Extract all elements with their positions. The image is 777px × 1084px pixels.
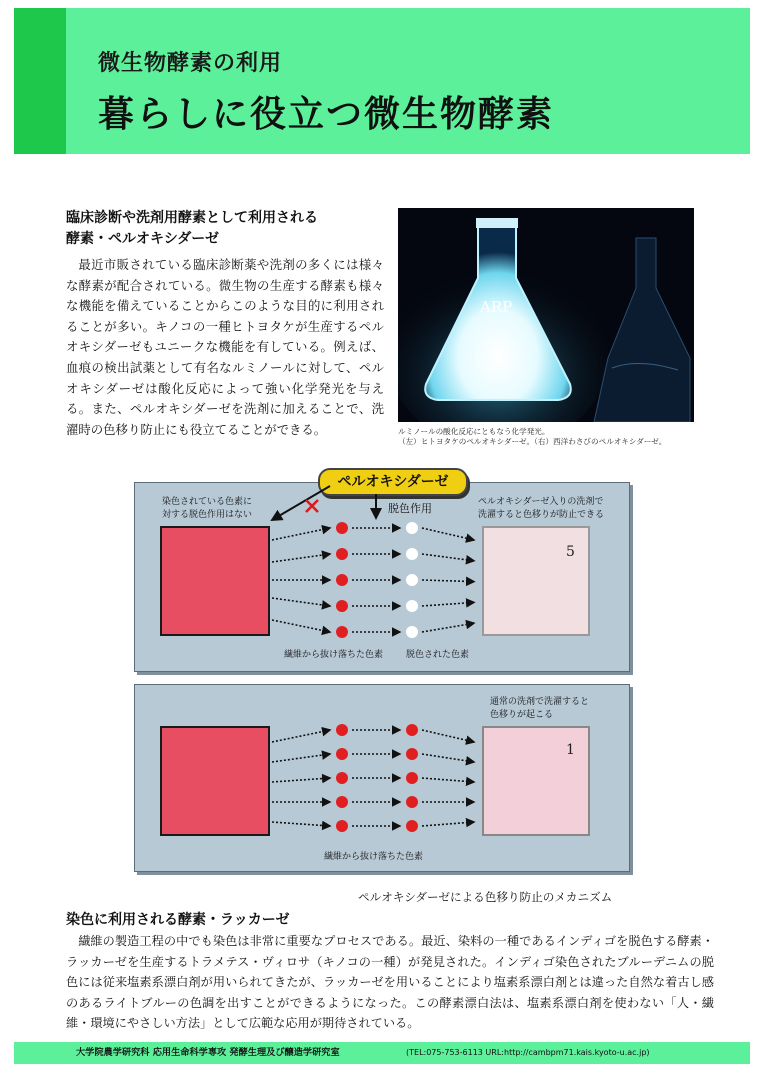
released-dye-label: 繊維から抜け落ちた色素: [284, 650, 384, 660]
clean-white-fabric: [482, 526, 590, 636]
footer-contact: (TEL:075-753-6113 URL:http://cambpm71.kais.kyoto-u.ac.jp): [406, 1048, 650, 1057]
page-title: 暮らしに役立つ微生物酵素: [98, 94, 555, 135]
transfer-occurs-label-2: 色移りが起こる: [490, 710, 554, 720]
flask-illustration: [398, 208, 694, 422]
decolored-dye-label: 脱色された色素: [406, 650, 470, 660]
stained-pink-fabric: [482, 726, 590, 836]
transfer-prevented-label-2: 洗濯すると色移りが防止できる: [478, 510, 605, 520]
photo-caption-line1: ルミノールの酸化反応にともなう化学発光。: [398, 427, 550, 436]
section1-body: 最近市販されている臨床診断薬や洗剤の多くには様々な酵素が配合されている。微生物の生産する酵素も様々な機能を備えていることからこのような目的に利用されることが多い。キノコの一種ヒトヨタケが生産するペルオキシダーゼもユニークな機能を有している。例えば、血痕の検出試薬として有名なルミノールに対して、ペルオキシダーゼは酸化反応によって強い化学発光を与える。また、ペルオキシダーゼを洗剤に加えることで、洗濯時の色移り防止にも役立てることができる。: [66, 257, 384, 437]
section1-heading-line1: 臨床診断や洗剤用酵素として利用される: [66, 210, 318, 226]
transfer-occurs-label-1: 通常の洗剤で洗濯すると: [490, 697, 590, 707]
header-accent-bar: [14, 8, 66, 154]
section2-heading: 染色に利用される酵素・ラッカーゼ: [66, 912, 290, 928]
section1-heading-line2: 酵素・ペルオキシダーゼ: [66, 231, 220, 247]
section1-heading: [66, 208, 386, 250]
dyed-fabric-top: [160, 526, 270, 636]
transfer-prevented-label-1: ペルオキシダーゼ入りの洗剤で: [478, 497, 604, 507]
decolor-label: 脱色作用: [388, 502, 432, 515]
sample-mark-top: 5: [566, 544, 575, 560]
chemiluminescence-photo: [398, 208, 694, 422]
sample-mark-bottom: 1: [566, 742, 575, 758]
flask-label: ARP: [480, 298, 513, 316]
footer-lab: 大学院農学研究科 応用生命科学専攻 発酵生理及び醸造学研究室: [76, 1047, 340, 1058]
header-subtitle: 微生物酵素の利用: [98, 51, 283, 76]
dyed-fabric-bottom: [160, 726, 270, 836]
released-dye-label-bottom: 繊維から抜け落ちた色素: [324, 852, 424, 862]
header-banner: [14, 8, 750, 154]
photo-caption-line2: （左）ヒトヨタケのペルオキシダーゼ。（右）西洋わさびのペルオキシダーゼ。: [398, 437, 667, 446]
no-decolor-label-2: 対する脱色作用はない: [162, 510, 253, 520]
section2-body: 繊維の製造工程の中でも染色は非常に重要なプロセスである。最近、染料の一種であるインディゴを脱色する酵素・ラッカーゼを生産するトラメテス・ヴィロサ（キノコの一種）が発見された。インディゴ染色されたブルーデニムの脱色には従来塩素系漂白剤が用いられてきたが、ラッカーゼを用いることにより塩素系漂白剤とは違った自然な着古し感のあるライトブルーの色調を出すことができるようになった。この酵素漂白法は、塩素系漂白剤を使わない「人・繊維・環境にやさしい方法」として広範な応用が期待されている。: [66, 934, 714, 1030]
enzyme-label: ペルオキシダーゼ: [318, 468, 468, 496]
diagram-caption: ペルオキシダーゼによる色移り防止のメカニズム: [358, 890, 613, 904]
footer-bar: [14, 1042, 750, 1064]
no-decolor-label-1: 染色されている色素に: [162, 497, 253, 507]
